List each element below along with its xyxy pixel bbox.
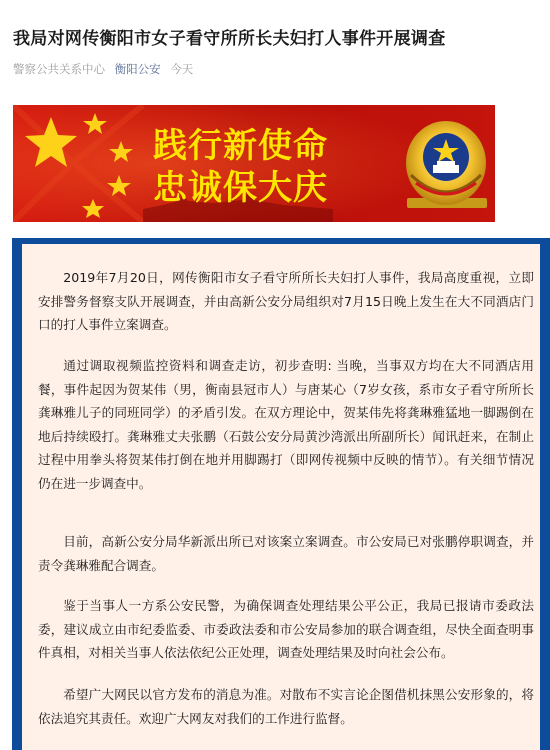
- statement-body: [22, 244, 540, 750]
- statement-frame: [12, 238, 550, 750]
- article-source: 警察公共关系中心: [13, 62, 105, 76]
- paragraph-4: 鉴于当事人一方系公安民警，为确保调查处理结果公平公正，我局已报请市委政法委，建议成立由市纪委监委、市委政法委和市公安局参加的联合调查组，尽快全面查明事件真相，对相关当事人依法依纪公正处理，调查处理结果及时向社会公布。: [38, 598, 534, 660]
- banner-slogan-1: 践行新使命: [153, 126, 328, 166]
- article-title: 我局对网传衡阳市女子看守所所长夫妇打人事件开展调查: [13, 29, 446, 49]
- banner-slogan-2: 忠诚保大庆: [153, 168, 328, 208]
- account-link[interactable]: 衡阳公安: [114, 62, 161, 76]
- publish-time: 今天: [170, 62, 194, 76]
- article-meta: [13, 61, 193, 77]
- banner-image: [13, 105, 495, 222]
- paragraph-5: 希望广大网民以官方发布的消息为准。对散布不实言论企图借机抹黑公安形象的，将依法追究其责任。欢迎广大网友对我们的工作进行监督。: [38, 687, 534, 726]
- paragraph-3: 目前，高新公安分局华新派出所已对该案立案调查。市公安局已对张鹏停职调查，并责令龚琳雅配合调查。: [38, 534, 534, 573]
- paragraph-2: 通过调取视频监控资料和调查走访，初步查明: 当晚，当事双方均在大不同酒店用餐，事件起因为贺某伟（男，衡南县冠市人）与唐某心（7岁女孩，系市女子看守所所长龚琳雅儿子的同班同学）的矛盾引发。在双方理论中，贺某伟先将龚琳雅猛地一脚踢倒在地后持续殴打。龚琳雅丈夫张鹏（石鼓公安分局黄沙湾派出所副所长）闻讯赶来，在制止过程中用拳头将贺某伟打倒在地并用脚踢打（即网传视频中反映的情节）。有关细节情况仍在进一步调查中。: [38, 358, 534, 491]
- paragraph-1: 2019年7月20日，网传衡阳市女子看守所所长夫妇打人事件，我局高度重视，立即安排警务督察支队开展调查，并由高新公安分局组织对7月15日晚上发生在大不同酒店门口的打人事件立案调查。: [38, 270, 534, 332]
